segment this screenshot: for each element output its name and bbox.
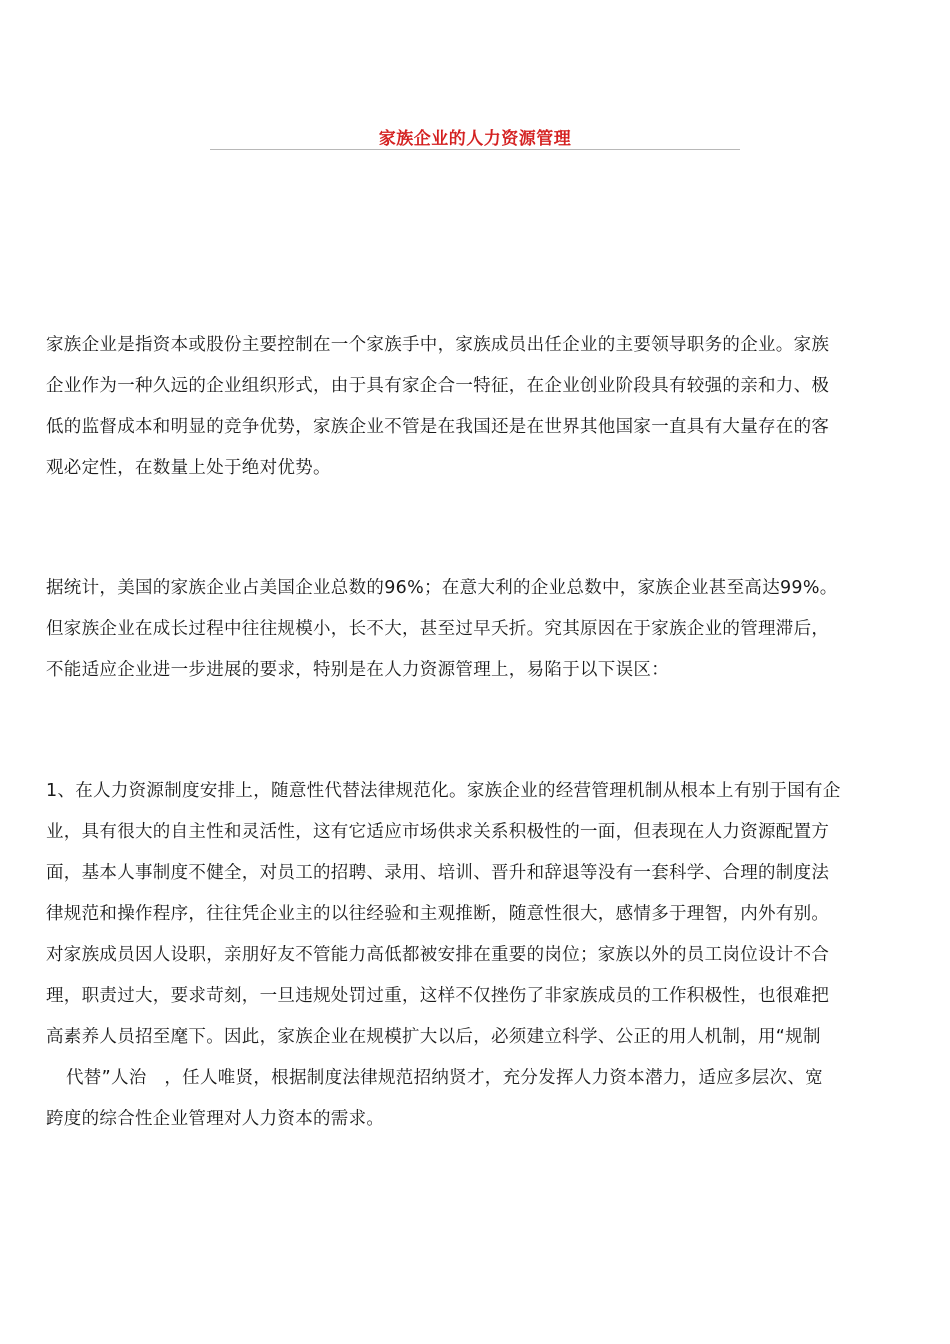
paragraph-line: 业，具有很大的自主性和灵活性，这有它适应市场供求关系积极性的一面，但表现在人力资源配置方 [46, 822, 830, 842]
paragraph-line: 1、在人力资源制度安排上，随意性代替法律规范化。家族企业的经营管理机制从根本上有别于国有企 [46, 781, 841, 801]
document-title: 家族企业的人力资源管理 [378, 129, 572, 149]
paragraph-point-1 [46, 771, 904, 1140]
paragraph-line: 据统计，美国的家族企业占美国企业总数的96%；在意大利的企业总数中，家族企业甚至高达99%。 [46, 578, 838, 598]
paragraph-line: 家族企业是指资本或股份主要控制在一个家族手中，家族成员出任企业的主要领导职务的企业。家族 [46, 335, 830, 355]
paragraph-line: 企业作为一种久远的企业组织形式，由于具有家企合一特征，在企业创业阶段具有较强的亲和力、极 [46, 376, 830, 396]
paragraph-definition [46, 325, 904, 489]
paragraph-line: 跨度的综合性企业管理对人力资本的需求。 [46, 1109, 385, 1129]
title-divider [210, 149, 740, 150]
paragraph-line: 代替”人治 ，任人唯贤，根据制度法律规范招纳贤才，充分发挥人力资本潜力，适应多层次、宽 [66, 1068, 823, 1088]
paragraph-line: 但家族企业在成长过程中往往规模小，长不大，甚至过早夭折。究其原因在于家族企业的管理滞后， [46, 619, 830, 639]
paragraph-line: 律规范和操作程序，往往凭企业主的以往经验和主观推断，随意性很大，感情多于理智，内外有别。 [46, 904, 830, 924]
paragraph-line: 低的监督成本和明显的竞争优势，家族企业不管是在我国还是在世界其他国家一直具有大量存在的客 [46, 417, 830, 437]
paragraph-line: 观必定性，在数量上处于绝对优势。 [46, 458, 331, 478]
paragraph-statistics [46, 568, 904, 691]
paragraph-line: 高素养人员招至麾下。因此，家族企业在规模扩大以后，必须建立科学、公正的用人机制，用“规制 [46, 1027, 821, 1047]
paragraph-line: 面，基本人事制度不健全，对员工的招聘、录用、培训、晋升和辞退等没有一套科学、合理的制度法 [46, 863, 830, 883]
paragraph-line: 理，职责过大，要求苛刻，一旦违规处罚过重，这样不仅挫伤了非家族成员的工作积极性，也很难把 [46, 986, 830, 1006]
paragraph-line: 不能适应企业进一步进展的要求，特别是在人力资源管理上，易陷于以下误区： [46, 660, 669, 680]
paragraph-line: 对家族成员因人设职，亲朋好友不管能力高低都被安排在重要的岗位；家族以外的员工岗位设计不合 [46, 945, 830, 965]
